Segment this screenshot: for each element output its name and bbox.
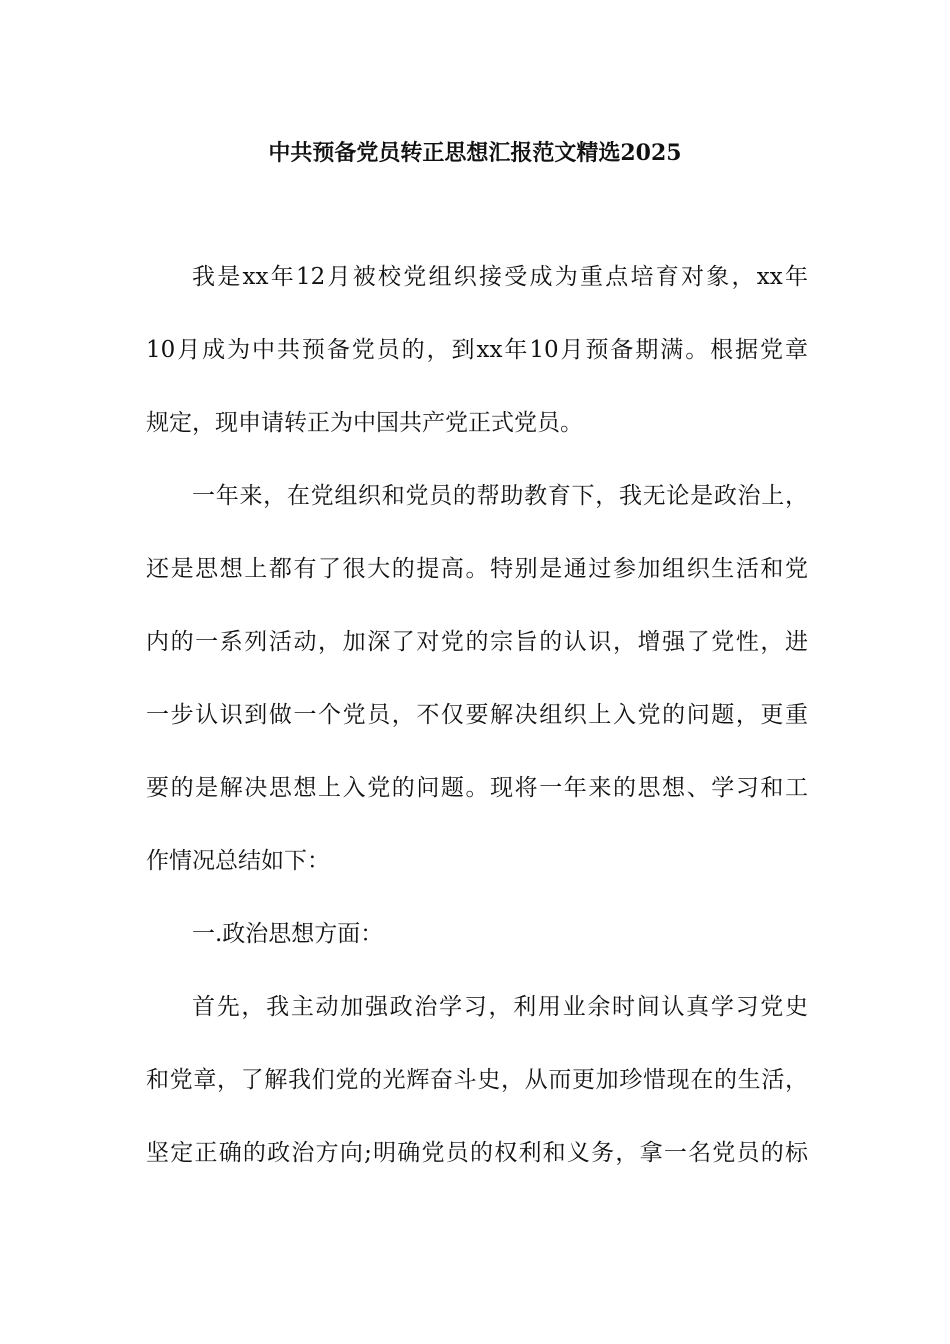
text-line: 规定，现申请转正为中国共产党正式党员。 <box>146 410 583 436</box>
section-heading: 一.政治思想方面： <box>192 921 384 947</box>
text-line: 内的一系列活动，加深了对党的宗旨的认识，增强了党性，进 <box>146 629 808 655</box>
document-body <box>146 253 808 1202</box>
text-line: 10月成为中共预备党员的，到xx年10月预备期满。根据党章 <box>146 337 808 363</box>
text-line: 我是xx年12月被校党组织接受成为重点培育对象，xx年 <box>192 264 808 290</box>
text-line: 和党章，了解我们党的光辉奋斗史，从而更加珍惜现在的生活， <box>146 1067 808 1093</box>
text-line: 要的是解决思想上入党的问题。现将一年来的思想、学习和工 <box>146 775 808 801</box>
text-line: 作情况总结如下： <box>146 848 330 874</box>
text-line: 还是思想上都有了很大的提高。特别是通过参加组织生活和党 <box>146 556 808 582</box>
text-line: 一步认识到做一个党员，不仅要解决组织上入党的问题，更重 <box>146 702 808 728</box>
text-line: 首先，我主动加强政治学习，利用业余时间认真学习党史 <box>192 994 808 1020</box>
text-line: 一年来，在党组织和党员的帮助教育下，我无论是政治上， <box>192 483 808 509</box>
document-title: 中共预备党员转正思想汇报范文精选2025 <box>268 140 682 166</box>
text-line: 坚定正确的政治方向;明确党员的权利和义务，拿一名党员的标 <box>146 1140 808 1166</box>
